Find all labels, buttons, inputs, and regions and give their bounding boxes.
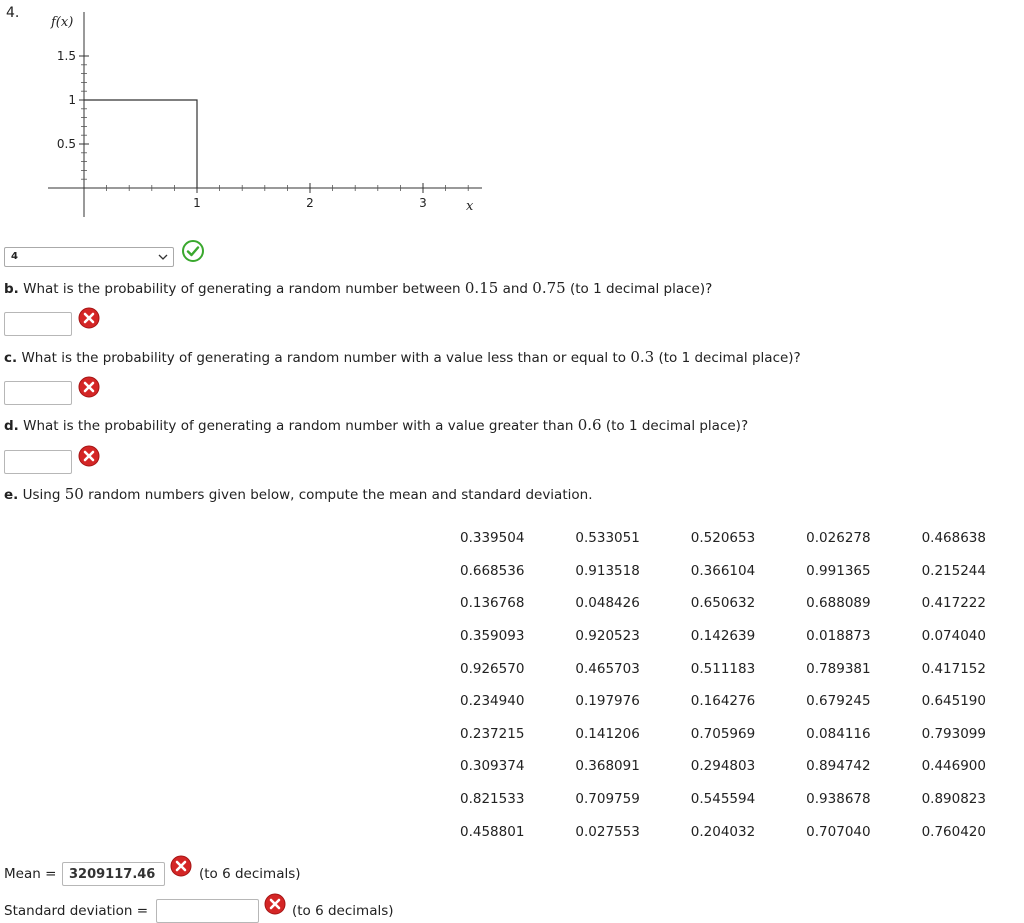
question-letter: d. — [4, 418, 19, 434]
error-icon — [78, 445, 100, 467]
table-cell: 0.709759 — [575, 791, 640, 808]
select-value: 4 — [11, 251, 18, 262]
table-cell: 0.446900 — [921, 758, 986, 775]
error-icon — [78, 376, 100, 398]
uniform-density-graph — [0, 0, 500, 225]
table-cell: 0.668536 — [460, 562, 525, 579]
math-value: 0.3 — [630, 348, 655, 366]
table-cell: 0.026278 — [806, 530, 871, 547]
table-cell: 0.084116 — [806, 725, 871, 742]
std-input[interactable] — [156, 899, 259, 923]
table-cell: 0.520653 — [690, 530, 756, 547]
question-letter: c. — [4, 350, 18, 366]
table-cell: 0.234940 — [460, 693, 525, 710]
table-cell: 0.650632 — [690, 595, 756, 612]
random-numbers-table — [447, 522, 1024, 848]
question-c — [4, 348, 801, 366]
table-cell: 0.417152 — [921, 660, 986, 677]
question-text: Using — [22, 487, 61, 503]
check-icon — [182, 240, 204, 262]
table-cell: 0.688089 — [806, 595, 871, 612]
question-text: What is the probability of generating a random number between — [23, 281, 461, 297]
table-cell: 0.465703 — [575, 660, 640, 677]
x-tick-label: 1 — [193, 196, 201, 210]
table-cell: 0.027553 — [575, 823, 640, 840]
question-d — [4, 416, 748, 434]
answer-c-input[interactable] — [4, 381, 72, 405]
table-cell: 0.197976 — [575, 693, 640, 710]
math-value: 0.75 — [532, 279, 566, 297]
y-tick-label: 1 — [68, 93, 76, 107]
table-cell: 0.142639 — [690, 628, 756, 645]
table-row — [447, 783, 1024, 816]
question-text: (to 1 decimal place)? — [605, 418, 749, 434]
table-cell: 0.645190 — [921, 693, 986, 710]
math-value: 0.6 — [577, 416, 602, 434]
table-cell: 0.679245 — [806, 693, 871, 710]
question-letter: e. — [4, 487, 19, 503]
table-row — [447, 652, 1024, 685]
error-icon — [264, 893, 286, 915]
answer-b-input[interactable] — [4, 312, 72, 336]
table-cell: 0.309374 — [460, 758, 525, 775]
y-tick-label: 0.5 — [56, 137, 76, 151]
question-text: What is the probability of generating a random number with a value greater than — [23, 418, 574, 434]
table-cell: 0.511183 — [690, 660, 756, 677]
table-cell: 0.789381 — [806, 660, 871, 677]
table-cell: 0.417222 — [921, 595, 986, 612]
table-cell: 0.938678 — [806, 791, 871, 808]
table-cell: 0.890823 — [921, 791, 986, 808]
table-cell: 0.707040 — [806, 823, 871, 840]
table-cell: 0.545594 — [690, 791, 756, 808]
x-tick-label: 3 — [419, 196, 427, 210]
table-row — [447, 620, 1024, 653]
table-cell: 0.533051 — [575, 530, 640, 547]
table-row — [447, 522, 1024, 555]
x-axis-label: x — [466, 199, 474, 214]
x-tick-label: 2 — [306, 196, 314, 210]
table-cell: 0.048426 — [575, 595, 640, 612]
table-row — [447, 685, 1024, 718]
density-line — [84, 100, 197, 188]
std-label: Standard deviation = — [4, 903, 149, 919]
question-text: (to 1 decimal place)? — [658, 350, 801, 366]
mean-input[interactable] — [62, 862, 165, 886]
chevron-down-icon — [157, 251, 169, 263]
y-tick-label: 1.5 — [56, 49, 76, 63]
table-cell: 0.705969 — [690, 725, 756, 742]
table-cell: 0.204032 — [690, 823, 756, 840]
answer-d-input[interactable] — [4, 450, 72, 474]
mean-precision-note: (to 6 decimals) — [199, 866, 301, 882]
table-cell: 0.920523 — [575, 628, 640, 645]
table-row — [447, 750, 1024, 783]
math-value: 0.15 — [464, 279, 499, 297]
question-text: random numbers given below, compute the mean and standard deviation. — [88, 487, 593, 503]
table-cell: 0.793099 — [921, 725, 986, 742]
table-cell: 0.821533 — [460, 791, 525, 808]
table-cell: 0.141206 — [575, 725, 640, 742]
question-letter: b. — [4, 281, 19, 297]
table-cell: 0.136768 — [460, 595, 525, 612]
table-cell: 0.018873 — [806, 628, 871, 645]
table-cell: 0.237215 — [460, 725, 525, 742]
table-cell: 0.894742 — [806, 758, 871, 775]
question-text: (to 1 decimal place)? — [570, 281, 713, 297]
table-cell: 0.074040 — [921, 628, 986, 645]
table-cell: 0.215244 — [921, 562, 986, 579]
table-row — [447, 587, 1024, 620]
table-row — [447, 815, 1024, 848]
table-cell: 0.339504 — [460, 530, 525, 547]
mean-label: Mean = — [4, 866, 57, 882]
answer-select[interactable] — [4, 247, 174, 267]
table-cell: 0.913518 — [575, 562, 640, 579]
table-row — [447, 555, 1024, 588]
table-cell: 0.359093 — [460, 628, 525, 645]
table-cell: 0.164276 — [690, 693, 756, 710]
table-cell: 0.458801 — [460, 823, 525, 840]
table-cell: 0.760420 — [921, 823, 986, 840]
table-cell: 0.294803 — [690, 758, 756, 775]
error-icon — [170, 855, 192, 877]
table-cell: 0.468638 — [921, 530, 986, 547]
error-icon — [78, 307, 100, 329]
std-precision-note: (to 6 decimals) — [292, 903, 394, 919]
question-e — [4, 485, 592, 503]
table-cell: 0.368091 — [575, 758, 640, 775]
table-row — [447, 718, 1024, 751]
question-text: and — [502, 281, 528, 297]
math-value: 50 — [64, 485, 84, 503]
question-number: 4. — [6, 5, 20, 21]
question-b — [4, 279, 712, 297]
y-axis-label: f(x) — [51, 15, 74, 30]
table-cell: 0.991365 — [806, 562, 871, 579]
table-cell: 0.926570 — [460, 660, 525, 677]
table-cell: 0.366104 — [690, 562, 756, 579]
question-text: What is the probability of generating a random number with a value less than or equal to — [21, 350, 627, 366]
